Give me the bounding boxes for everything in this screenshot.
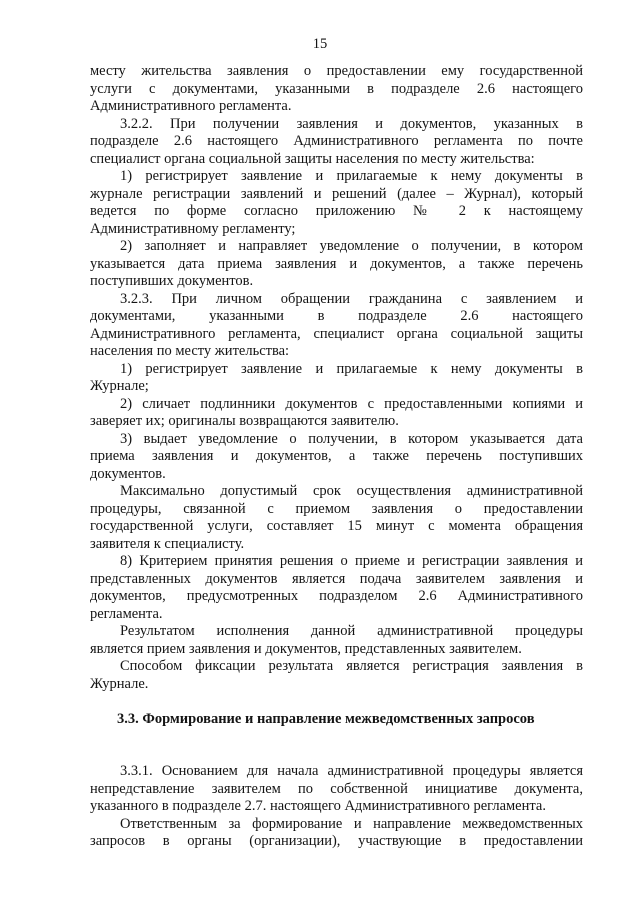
text-line: непредставление заявителем по собственной инициативе документа,: [90, 780, 583, 797]
document-body: [90, 63, 583, 851]
text-line: 2) заполняет и направляет уведомление о получении, в котором: [120, 238, 583, 254]
text-line: 3.2.2. При получении заявления и документов, указанных в: [120, 115, 583, 132]
text-line: ведется по форме согласно приложению № 2 к настоящему: [90, 203, 583, 219]
text-line: подразделе 2.6 настоящего Административного регламента по почте: [90, 133, 583, 149]
blank-line: [90, 693, 583, 711]
text-line: Административного регламента.: [90, 98, 292, 114]
text-line: 2) сличает подлинники документов с предоставленными копиями и: [120, 395, 583, 412]
text-line: документов, предусмотренных подразделом 2.6 Административного: [90, 588, 583, 604]
text-line: процедуры, связанной с приемом заявления о предоставлении: [90, 500, 583, 517]
text-line: представленных документов является подача заявителем заявления и: [90, 570, 583, 587]
text-line: 8) Критерием принятия решения о приеме и регистрации заявления и: [120, 553, 583, 569]
text-line: заверяет их; оригиналы возвращаются заявителю.: [90, 413, 399, 429]
text-line: Журнале;: [90, 378, 149, 394]
text-line: журнале регистрации заявлений и решений (далее – Журнал), который: [90, 185, 583, 202]
text-line: Способом фиксации результата является регистрация заявления в: [120, 658, 583, 674]
text-line: специалист органа социальной защиты населения по месту жительства:: [90, 150, 535, 167]
text-line: государственной услуги, составляет 15 минут с момента обращения: [90, 518, 583, 534]
text-line: 1) регистрирует заявление и прилагаемые к нему документы в: [120, 168, 583, 184]
section-heading: 3.3. Формирование и направление межведомственных запросов: [117, 710, 535, 727]
blank-line: [90, 746, 583, 764]
text-line: указанного в подразделе 2.7. настоящего Административного регламента.: [90, 798, 546, 814]
text-line: регламента.: [90, 605, 163, 622]
text-line: Результатом исполнения данной административной процедуры: [120, 623, 583, 639]
text-line: Журнале.: [90, 675, 149, 692]
text-line: приема заявления и документов, а также перечень поступивших: [90, 448, 583, 464]
text-line: заявителя к специалисту.: [90, 535, 245, 552]
text-line: Максимально допустимый срок осуществления административной: [120, 483, 583, 499]
text-line: Ответственным за формирование и направление межведомственных: [120, 815, 583, 832]
text-line: документов.: [90, 465, 166, 482]
text-line: Административного регламента, специалист органа социальной защиты: [90, 325, 583, 342]
blank-line: [90, 728, 583, 746]
text-line: поступивших документов.: [90, 273, 254, 289]
text-line: документами, указанными в подразделе 2.6 настоящего: [90, 308, 583, 324]
text-line: 3) выдает уведомление о получении, в котором указывается дата: [120, 430, 583, 447]
text-line: является прием заявления и документов, представленных заявителем.: [90, 640, 522, 657]
text-line: Административному регламенту;: [90, 220, 296, 237]
text-line: указывается дата приема заявления и документов, а также перечень: [90, 255, 583, 272]
text-line: 3.3.1. Основанием для начала административной процедуры является: [120, 763, 583, 779]
text-line: месту жительства заявления о предоставлении ему государственной: [90, 63, 583, 79]
text-line: услуги с документами, указанными в подразделе 2.6 настоящего: [90, 80, 583, 97]
text-line: 3.2.3. При личном обращении гражданина с заявлением и: [120, 290, 583, 307]
text-line: населения по месту жительства:: [90, 343, 290, 359]
page-number: 15: [312, 36, 328, 52]
text-line: 1) регистрирует заявление и прилагаемые к нему документы в: [120, 360, 583, 377]
text-line: запросов в органы (организации), участвующие в предоставлении: [90, 833, 583, 849]
